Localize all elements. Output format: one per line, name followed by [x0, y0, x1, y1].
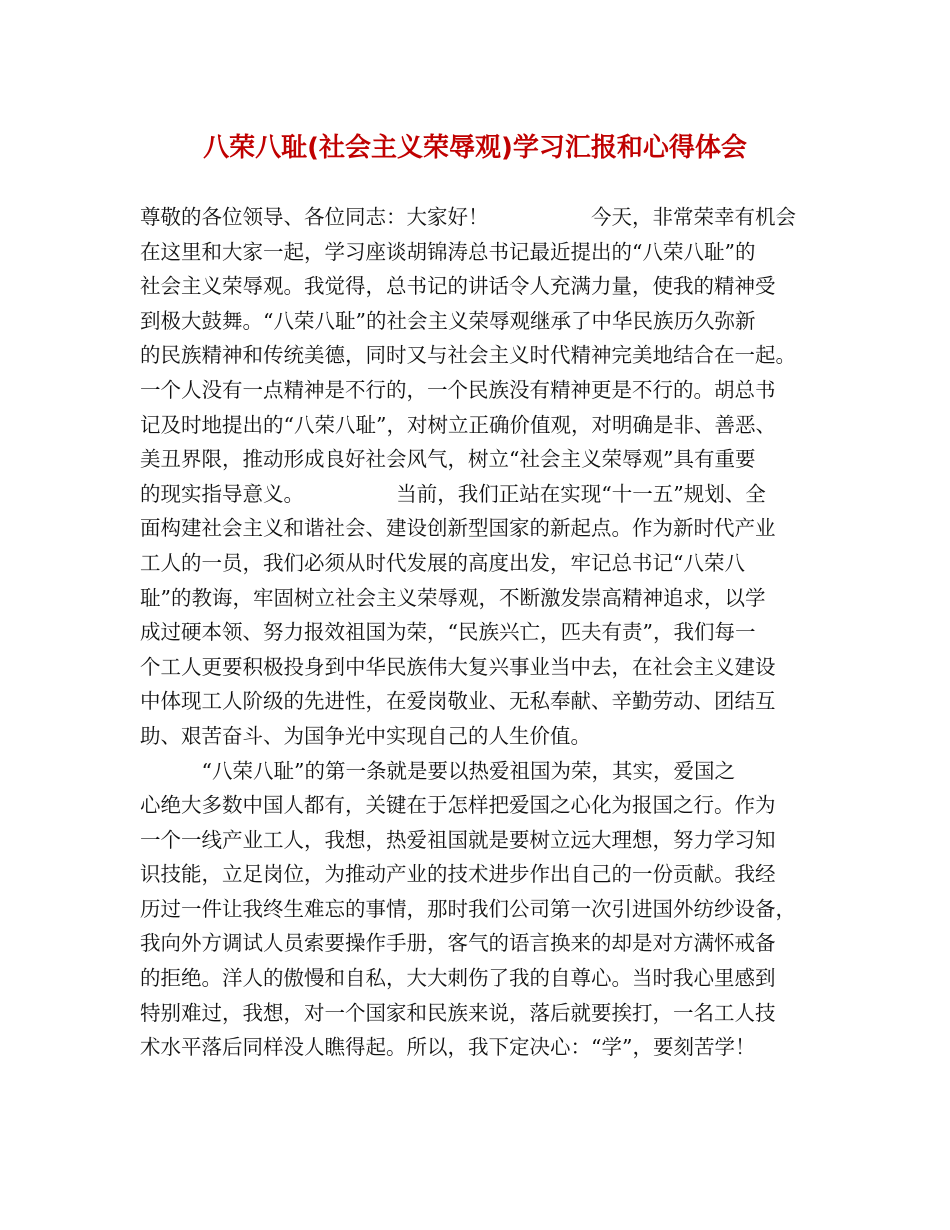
- body-line: 识技能，立足岗位，为推动产业的技术进步作出自己的一份贡献。我经: [140, 862, 776, 887]
- body-line: 术水平落后同样没人瞧得起。所以，我下定决心：“学”，要刻苦学！: [140, 1035, 756, 1060]
- body-line: 成过硬本领、努力报效祖国为荣，“民族兴亡，匹夫有责”，我们每一: [140, 620, 756, 645]
- body-line: 耻”的教诲，牢固树立社会主义荣辱观，不断激发崇高精神追求，以学: [140, 585, 766, 610]
- body-line: 个工人更要积极投身到中华民族伟大复兴事业当中去，在社会主义建设: [140, 654, 776, 679]
- body-line: 一个一线产业工人，我想，热爱祖国就是要树立远大理想，努力学习知: [140, 827, 776, 852]
- body-line: 历过一件让我终生难忘的事情，那时我们公司第一次引进国外纺纱设备，: [140, 896, 796, 921]
- body-line: 在这里和大家一起，学习座谈胡锦涛总书记最近提出的“八荣八耻”的: [140, 239, 756, 264]
- body-line: 工人的一员，我们必须从时代发展的高度出发，牢记总书记“八荣八: [140, 550, 745, 575]
- body-line: 到极大鼓舞。“八荣八耻”的社会主义荣辱观继承了中华民族历久弥新: [140, 308, 756, 333]
- body-line: 的拒绝。洋人的傲慢和自私，大大刺伤了我的自尊心。当时我心里感到: [140, 966, 776, 991]
- body-line: 我向外方调试人员索要操作手册，客气的语言换来的却是对方满怀戒备: [140, 931, 776, 956]
- body-line: 心绝大多数中国人都有，关键在于怎样把爱国之心化为报国之行。作为: [140, 793, 776, 818]
- body-line: 社会主义荣辱观。我觉得，总书记的讲话令人充满力量，使我的精神受: [140, 274, 776, 299]
- body-line: 的民族精神和传统美德，同时又与社会主义时代精神完美地结合在一起。: [140, 343, 796, 368]
- body-line: 美丑界限，推动形成良好社会风气，树立“社会主义荣辱观”具有重要: [140, 447, 756, 472]
- body-line: “八荣八耻”的第一条就是要以热爱祖国为荣，其实，爱国之: [140, 758, 735, 783]
- body-line: 助、艰苦奋斗、为国争光中实现自己的人生价值。: [140, 723, 591, 748]
- body-line: 记及时地提出的“八荣八耻”，对树立正确价值观，对明确是非、善恶、: [140, 412, 776, 437]
- document-body: [140, 200, 816, 1065]
- body-line: 中体现工人阶级的先进性，在爱岗敬业、无私奉献、辛勤劳动、团结互: [140, 689, 776, 714]
- body-line: 特别难过，我想，对一个国家和民族来说，落后就要挨打，一名工人技: [140, 1000, 776, 1025]
- document-title: 八荣八耻(社会主义荣辱观)学习汇报和心得体会: [203, 133, 747, 163]
- body-line: 的现实指导意义。 当前，我们正站在实现“十一五”规划、全: [140, 481, 766, 506]
- body-line: 面构建社会主义和谐社会、建设创新型国家的新起点。作为新时代产业: [140, 516, 776, 541]
- body-line: 尊敬的各位领导、各位同志：大家好！ 今天，非常荣幸有机会: [140, 205, 796, 229]
- body-line: 一个人没有一点精神是不行的，一个民族没有精神更是不行的。胡总书: [140, 377, 776, 402]
